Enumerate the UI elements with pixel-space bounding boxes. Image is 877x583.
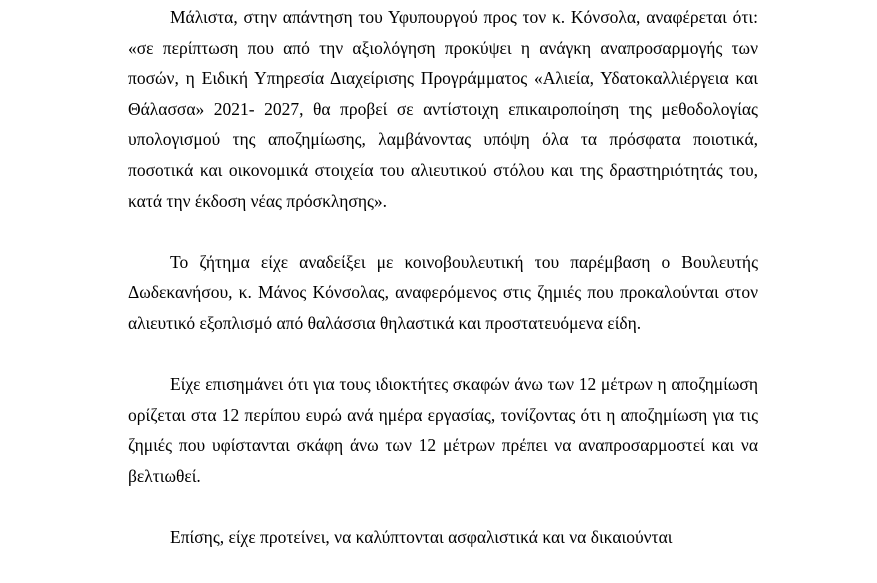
document-body <box>128 2 758 583</box>
paragraph-compensation-remark: Είχε επισημάνει ότι για τους ιδιοκτήτες σκαφών άνω των 12 μέτρων η αποζημίωση ορίζεται στα 12 περίπου ευρώ ανά ημέρα εργασίας, τονίζοντας ότι η αποζημίωση για τις ζημιές που υφίστανται σκάφη άνω των 12 μέτρων πρέπει να αναπροσαρμοστεί και να βελτιωθεί. <box>128 374 758 486</box>
paragraph-insurance-proposal: Επίσης, είχε προτείνει, να καλύπτονται ασφαλιστικά και να δικαιούνται <box>170 527 673 548</box>
paragraph-parliamentary-intervention: Το ζήτημα είχε αναδείξει με κοινοβουλευτική του παρέμβαση ο Βουλευτής Δωδεκανήσου, κ. Μάνος Κόνσολας, αναφερόμενος στις ζημιές που προκαλούνται στον αλιευτικό εξοπλισμό από θαλάσσια θηλαστικά και προστατευόμενα είδη. <box>128 251 758 333</box>
paragraph-ministry-reply: Μάλιστα, στην απάντηση του Υφυπουργού προς τον κ. Κόνσολα, αναφέρεται ότι: «σε περίπτωση που από την αξιολόγηση προκύψει η ανάγκη αναπροσαρμογής των ποσών, η Ειδική Υπηρεσία Διαχείρισης Προγράμματος «Αλιεία, Υδατοκαλλιέργεια και Θάλασσα» 2021- 2027, θα προβεί σε αντίστοιχη επικαιροποίηση της μεθοδολογίας υπολογισμού της αποζημίωσης, λαμβάνοντας υπόψη όλα τα πρόσφατα ποιοτικά, ποσοτικά και οικονομικά στοιχεία του αλιευτικού στόλου και της δραστηριότητάς του, κατά την έκδοση νέας πρόσκλησης». <box>128 7 758 211</box>
